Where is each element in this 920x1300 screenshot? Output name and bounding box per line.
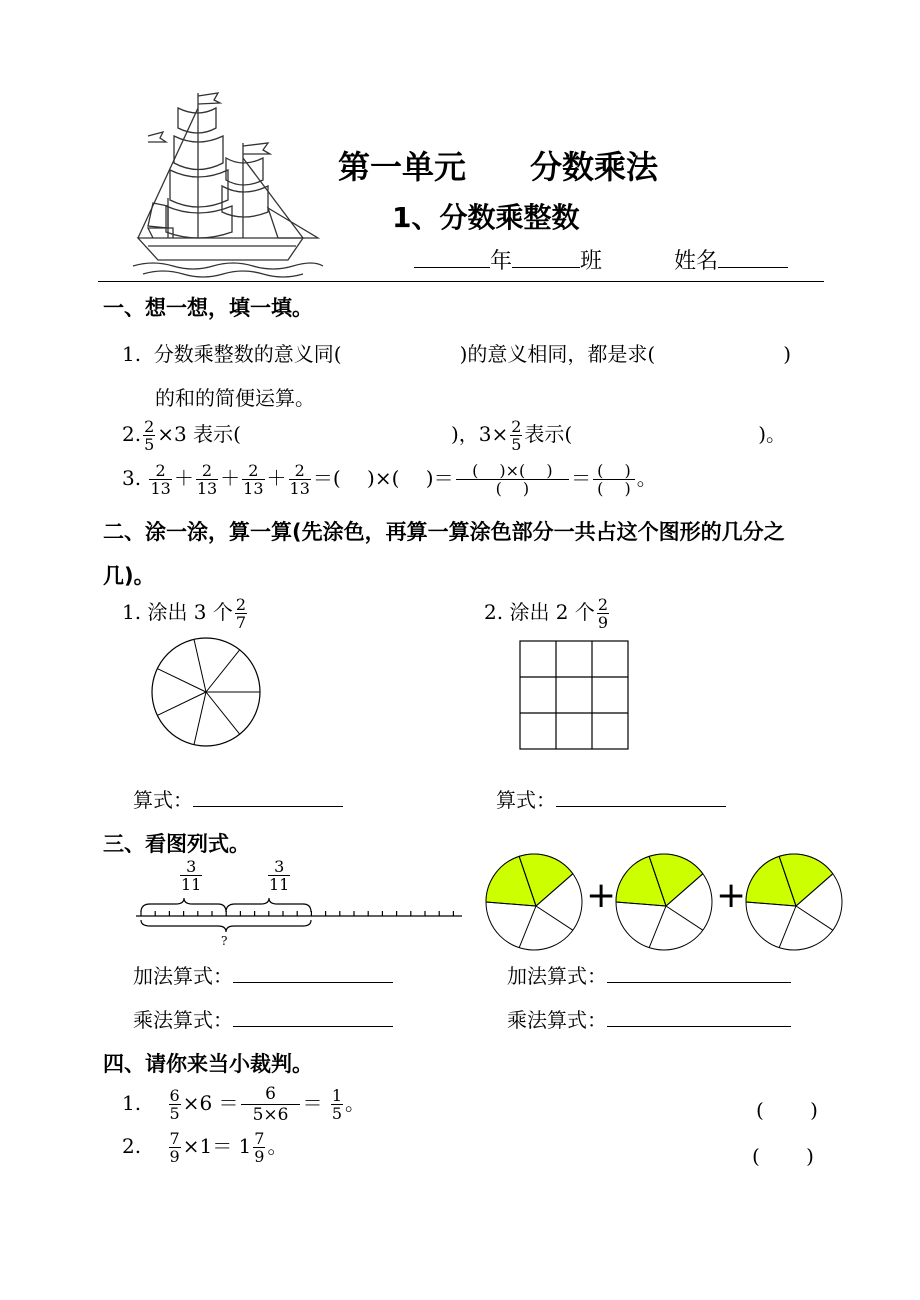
fraction-circles bbox=[484, 848, 880, 958]
s3-add-right: 加法算式： bbox=[507, 960, 791, 989]
page-subtitle: 1、分数乘整数 bbox=[392, 201, 580, 234]
section4-heading: 四、请你来当小裁判。 bbox=[103, 1052, 313, 1076]
formula-blank-1[interactable] bbox=[193, 806, 343, 807]
mul-blank-left[interactable] bbox=[233, 1026, 393, 1027]
mul-blank-right[interactable] bbox=[607, 1026, 791, 1027]
s1-q1-cont: 的和的简便运算。 bbox=[155, 386, 315, 410]
circle-7-parts[interactable] bbox=[148, 636, 264, 752]
add-blank-left[interactable] bbox=[233, 982, 393, 983]
section1-heading: 一、想一想，填一填。 bbox=[103, 296, 313, 320]
s3-mul-left: 乘法算式： bbox=[133, 1004, 393, 1033]
s3-mul-right: 乘法算式： bbox=[507, 1004, 791, 1033]
s1-q3: 3. $\frac{2}{13}$ ＋ $\frac{2}{13}$ ＋ $\frac{2}{13}$ ＋ $\frac{2}{13}$ ＝( )×( )＝ $\frac{( )\times( )}{( )}$ ＝ $\frac{( )}{( )}$ 。 bbox=[122, 461, 657, 498]
s1-q1: 1. 分数乘整数的意义同( )的意义相同，都是求( ) bbox=[122, 342, 792, 366]
page-title: 第一单元 分数乘法 bbox=[338, 148, 659, 186]
add-blank-right[interactable] bbox=[607, 982, 791, 983]
s2-formula-2: 算式： bbox=[496, 784, 726, 813]
plus-sign-2: + bbox=[716, 875, 747, 916]
seg-fraction-1: $\frac{3}{11}$ bbox=[181, 857, 202, 894]
formula-blank-2[interactable] bbox=[556, 806, 726, 807]
s2-formula-1: 算式： bbox=[133, 784, 343, 813]
year-label: 年 bbox=[490, 249, 513, 274]
header-divider bbox=[98, 281, 824, 282]
seg-fraction-2: $\frac{3}{11}$ bbox=[269, 857, 290, 894]
student-info bbox=[414, 244, 788, 275]
name-label: 姓名 bbox=[674, 249, 719, 274]
grid-9-parts[interactable] bbox=[519, 640, 631, 752]
s2-p1-label: 1. 涂出 3 个 $\frac{2}{7}$ bbox=[122, 595, 247, 632]
s2-p2-label: 2. 涂出 2 个 $\frac{2}{9}$ bbox=[484, 595, 609, 632]
s1-q2: 2. $\frac{2}{5}$ ×3 表示( )，3× $\frac{2}{5}$ 表示( )。 bbox=[122, 417, 787, 454]
s4-q1: 1. $\frac{6}{5}$ ×6 ＝ $\frac{6}{5\times 6}$ ＝ $\frac{1}{5}$ 。 bbox=[122, 1084, 365, 1125]
year-blank[interactable] bbox=[414, 267, 490, 268]
ship-illustration bbox=[128, 88, 328, 278]
s4-q2: 2. $\frac{7}{9}$ ×1＝ 1 $\frac{7}{9}$ 。 bbox=[122, 1129, 288, 1166]
judge-box-2[interactable]: ( ) bbox=[752, 1144, 814, 1168]
section2-heading: 二、涂一涂，算一算(先涂色，再算一算涂色部分一共占这个图形的几分之 bbox=[103, 520, 785, 544]
s3-add-left: 加法算式： bbox=[133, 960, 393, 989]
section2-heading-cont: 几)。 bbox=[103, 564, 155, 588]
section3-heading: 三、看图列式。 bbox=[103, 832, 250, 856]
number-line bbox=[134, 896, 466, 942]
question-mark: ? bbox=[221, 934, 228, 948]
class-blank[interactable] bbox=[512, 267, 580, 268]
class-label: 班 bbox=[580, 249, 603, 274]
judge-box-1[interactable]: ( ) bbox=[756, 1098, 818, 1122]
plus-sign-1: + bbox=[586, 875, 617, 916]
name-blank[interactable] bbox=[718, 267, 788, 268]
